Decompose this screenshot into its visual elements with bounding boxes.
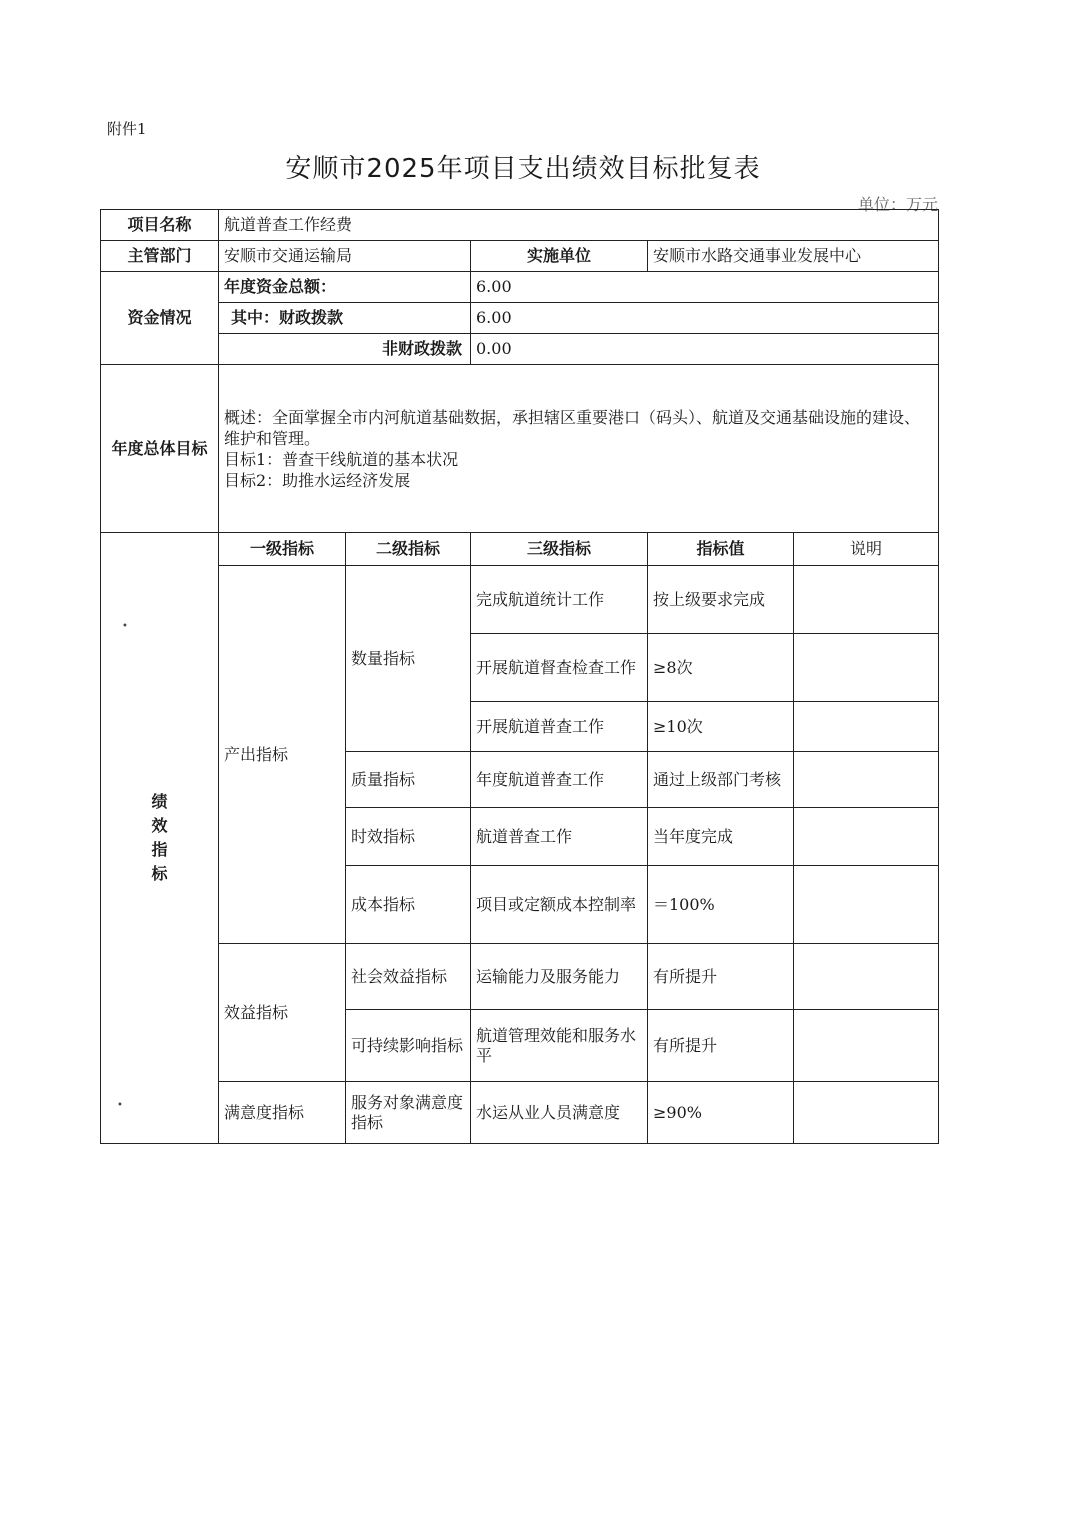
funds-label: 资金情况: [101, 272, 219, 365]
project-name-label: 项目名称: [101, 210, 219, 241]
funds-fiscal-value: 6.00: [471, 303, 939, 334]
attachment-label: 附件1: [107, 120, 147, 138]
value-cell: 通过上级部门考核: [648, 752, 794, 808]
dept-value: 安顺市交通运输局: [219, 241, 471, 272]
value-cell: ＝100%: [648, 866, 794, 944]
level2-cell: 可持续影响指标: [346, 1010, 471, 1082]
project-name-value: 航道普查工作经费: [219, 210, 939, 241]
level2-cell: 服务对象满意度指标: [346, 1082, 471, 1144]
header-note: 说明: [794, 533, 939, 566]
level2-cell: 质量指标: [346, 752, 471, 808]
impl-value: 安顺市水路交通事业发展中心: [648, 241, 939, 272]
header-level3: 三级指标: [471, 533, 648, 566]
level2-cell: 社会效益指标: [346, 944, 471, 1010]
value-cell: 按上级要求完成: [648, 566, 794, 634]
unit-label: 单位：万元: [857, 195, 938, 214]
table-row: [101, 944, 939, 1010]
goal-overview: 概述：全面掌握全市内河航道基础数据，承担辖区重要港口（码头）、航道及交通基础设施的建设、维护和管理。: [224, 407, 921, 448]
note-cell: [794, 702, 939, 752]
level3-cell: 开展航道普查工作: [471, 702, 648, 752]
funds-nonfiscal-label: 非财政拨款: [219, 334, 471, 365]
scan-speck: •: [122, 621, 128, 632]
value-cell: ≥90%: [648, 1082, 794, 1144]
scan-speck: •: [117, 1100, 123, 1111]
note-cell: [794, 634, 939, 702]
level3-cell: 完成航道统计工作: [471, 566, 648, 634]
funds-nonfiscal-value: 0.00: [471, 334, 939, 365]
level3-cell: 运输能力及服务能力: [471, 944, 648, 1010]
impl-label: 实施单位: [471, 241, 648, 272]
level2-cell: 成本指标: [346, 866, 471, 944]
value-cell: ≥8次: [648, 634, 794, 702]
satisfaction-indicator-label: 满意度指标: [219, 1082, 346, 1144]
level3-cell: 航道普查工作: [471, 808, 648, 866]
performance-target-table: [100, 209, 939, 1144]
level2-cell: 时效指标: [346, 808, 471, 866]
note-cell: [794, 1082, 939, 1144]
goal-2: 目标2：助推水运经济发展: [224, 470, 411, 490]
note-cell: [794, 866, 939, 944]
level3-cell: 项目或定额成本控制率: [471, 866, 648, 944]
table-row: [101, 1082, 939, 1144]
header-value: 指标值: [648, 533, 794, 566]
page-title: 安顺市2025年项目支出绩效目标批复表: [285, 154, 761, 184]
note-cell: [794, 944, 939, 1010]
table-row: [101, 566, 939, 634]
funds-fiscal-label: 其中：财政拨款: [219, 303, 471, 334]
value-cell: 当年度完成: [648, 808, 794, 866]
note-cell: [794, 808, 939, 866]
note-cell: [794, 1010, 939, 1082]
annual-goal-label: 年度总体目标: [101, 365, 219, 533]
level3-cell: 水运从业人员满意度: [471, 1082, 648, 1144]
header-level2: 二级指标: [346, 533, 471, 566]
funds-total-label: 年度资金总额：: [219, 272, 471, 303]
header-level1: 一级指标: [219, 533, 346, 566]
level3-cell: 开展航道督查检查工作: [471, 634, 648, 702]
annual-goal-content: [219, 365, 939, 533]
note-cell: [794, 752, 939, 808]
value-cell: 有所提升: [648, 1010, 794, 1082]
level3-cell: 航道管理效能和服务水平: [471, 1010, 648, 1082]
dept-label: 主管部门: [101, 241, 219, 272]
funds-total-value: 6.00: [471, 272, 939, 303]
output-indicator-label: 产出指标: [219, 566, 346, 944]
benefit-indicator-label: 效益指标: [219, 944, 346, 1082]
level3-cell: 年度航道普查工作: [471, 752, 648, 808]
performance-indicators-label: 绩 效 指 标: [101, 533, 219, 1144]
value-cell: 有所提升: [648, 944, 794, 1010]
quantity-indicator-label: 数量指标: [346, 566, 471, 752]
goal-1: 目标1：普查干线航道的基本状况: [224, 449, 459, 469]
value-cell: ≥10次: [648, 702, 794, 752]
note-cell: [794, 566, 939, 634]
